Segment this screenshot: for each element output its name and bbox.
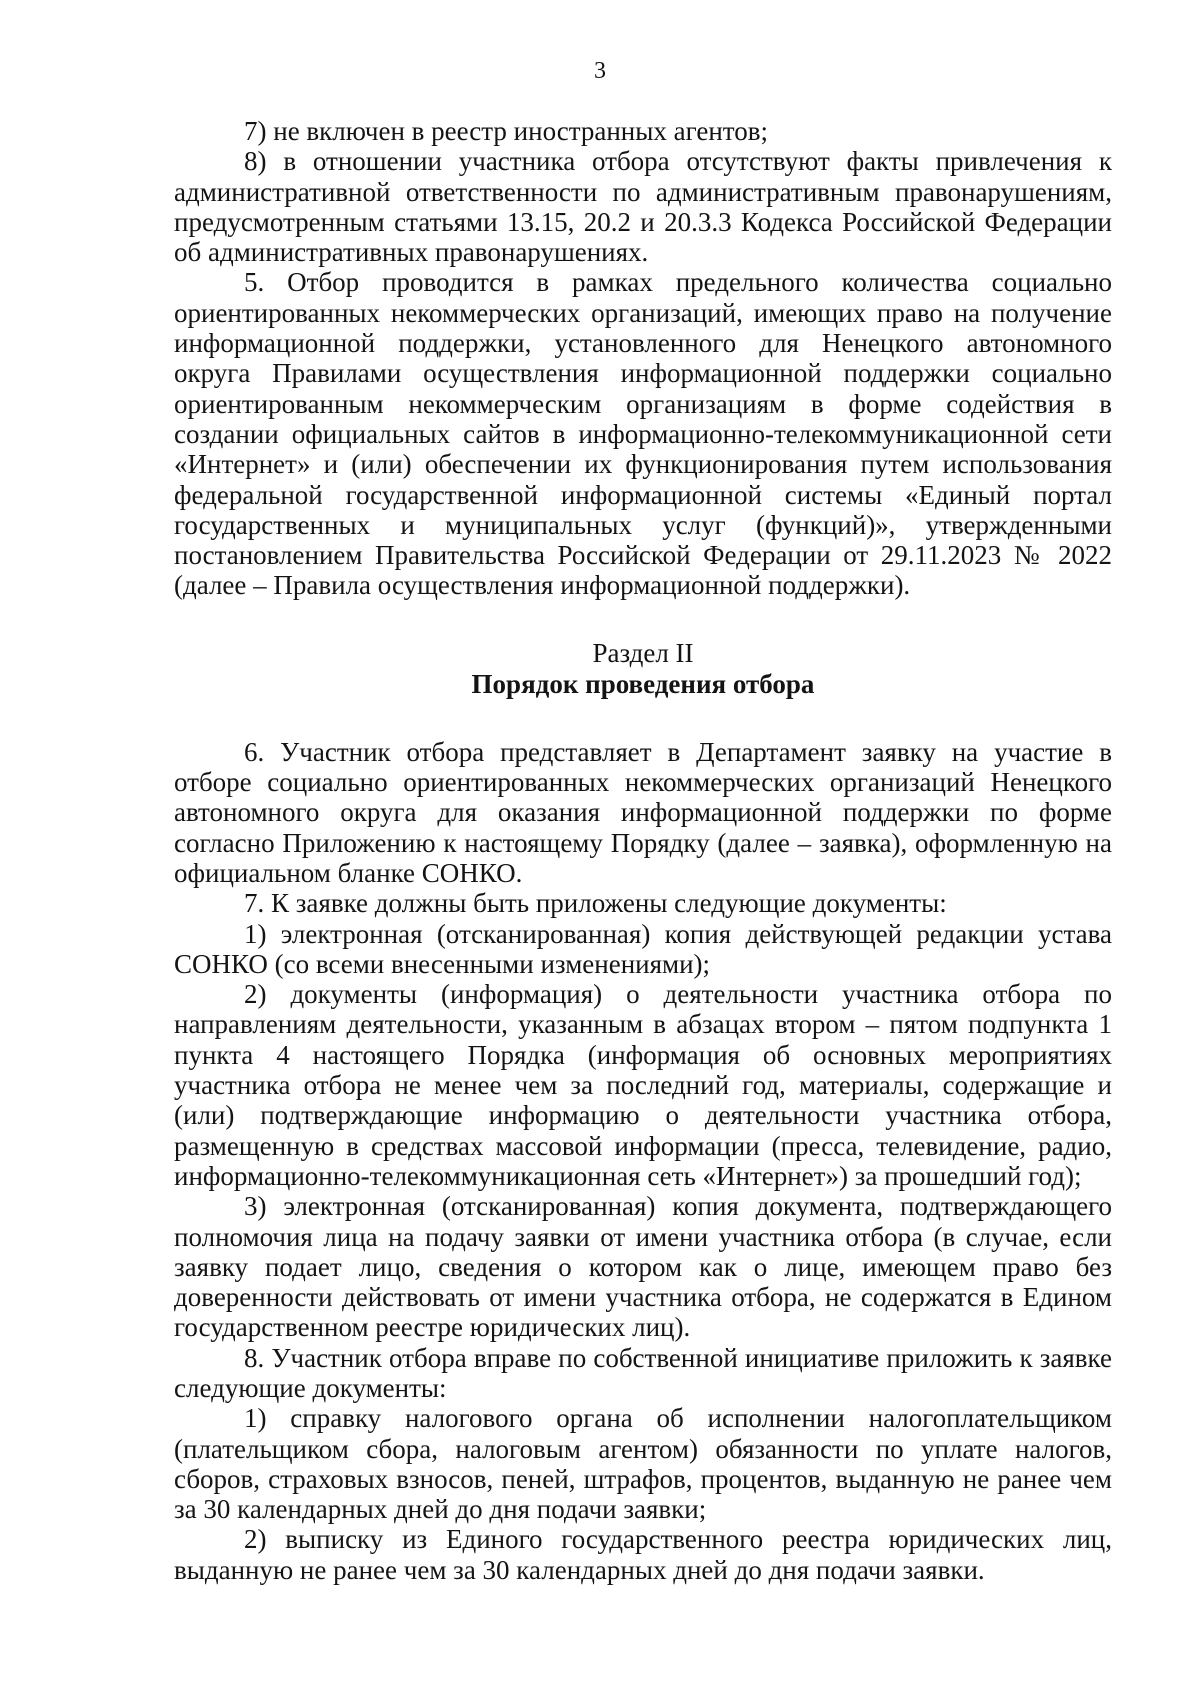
item-7-foreign-agents: 7) не включен в реестр иностранных агентов; bbox=[244, 116, 768, 146]
page-number: 3 bbox=[594, 58, 606, 84]
section-title: Порядок проведения отбора bbox=[471, 668, 815, 699]
clause-6-application: 6. Участник отбора представляет в Департамент заявку на участие в отборе социально ориентированных некоммерческих организаций Ненецкого автономного округа для оказания информационной поддержки по форме согласно Приложению к настоящему Порядку (далее – заявка), оформленную на официальном бланке СОНКО. bbox=[174, 736, 1112, 888]
section-label: Раздел II bbox=[592, 637, 694, 668]
clause-7-required-documents: 7. К заявке должны быть приложены следующие документы: bbox=[244, 888, 947, 919]
clause-8-item-1-tax-certificate: 1) справку налогового органа об исполнении налогоплательщиком (плательщиком сбора, налоговым агентом) обязанности по уплате налогов, сборов, страховых взносов, пеней, штрафов, процентов, выданную не ранее чем за 30 календарных дней до дня подачи заявки; bbox=[174, 1403, 1112, 1525]
item-8-administrative-liability: 8) в отношении участника отбора отсутствуют факты привлечения к административной ответственности по административным правонарушениям, предусмотренным статьями 13.15, 20.2 и 20.3.3 Кодекса Российской Федерации об административных правонарушениях. bbox=[174, 146, 1112, 268]
section-heading bbox=[174, 638, 1112, 700]
clause-7-item-2-activity-documents: 2) документы (информация) о деятельности участника отбора по направлениям деятельности, указанным в абзацах втором – пятом подпункта 1 пункта 4 настоящего Порядка (информация об основных мероприятиях участника отбора не менее чем за последний год, материалы, содержащие и (или) подтверждающие информацию о деятельности участника отбора, размещенную в средствах массовой информации (пресса, телевидение, радио, информационно-телекоммуникационная сеть «Интернет») за прошедший год); bbox=[174, 979, 1112, 1191]
clause-7-item-3-authority-document: 3) электронная (отсканированная) копия документа, подтверждающего полномочия лица на подачу заявки от имени участника отбора (в случае, если заявку подает лицо, сведения о котором как о лице, имеющем право без доверенности действовать от имени участника отбора, не содержатся в Едином государственном реестре юридических лиц). bbox=[174, 1191, 1112, 1343]
document-body bbox=[174, 116, 1112, 1585]
clause-7-item-1-charter-copy: 1) электронная (отсканированная) копия действующей редакции устава СОНКО (со всеми внесенными изменениями); bbox=[174, 918, 1112, 979]
clause-8-item-2-registry-extract: 2) выписку из Единого государственного реестра юридических лиц, выданную не ранее чем за 30 календарных дней до дня подачи заявки. bbox=[174, 1524, 1112, 1585]
clause-8-optional-documents: 8. Участник отбора вправе по собственной инициативе приложить к заявке следующие документы: bbox=[174, 1342, 1112, 1403]
clause-5-selection-limit: 5. Отбор проводится в рамках предельного количества социально ориентированных некоммерческих организаций, имеющих право на получение информационной поддержки, установленного для Ненецкого автономного округа Правилами осуществления информационной поддержки социально ориентированным некоммерческим организациям в форме содействия в создании официальных сайтов в информационно-телекоммуникационной сети «Интернет» и (или) обеспечении их функционирования путем использования федеральной государственной информационной системы «Единый портал государственных и муниципальных услуг (функций)», утвержденными постановлением Правительства Российской Федерации от 29.11.2023 № 2022 (далее – Правила осуществления информационной поддержки). bbox=[174, 267, 1112, 601]
